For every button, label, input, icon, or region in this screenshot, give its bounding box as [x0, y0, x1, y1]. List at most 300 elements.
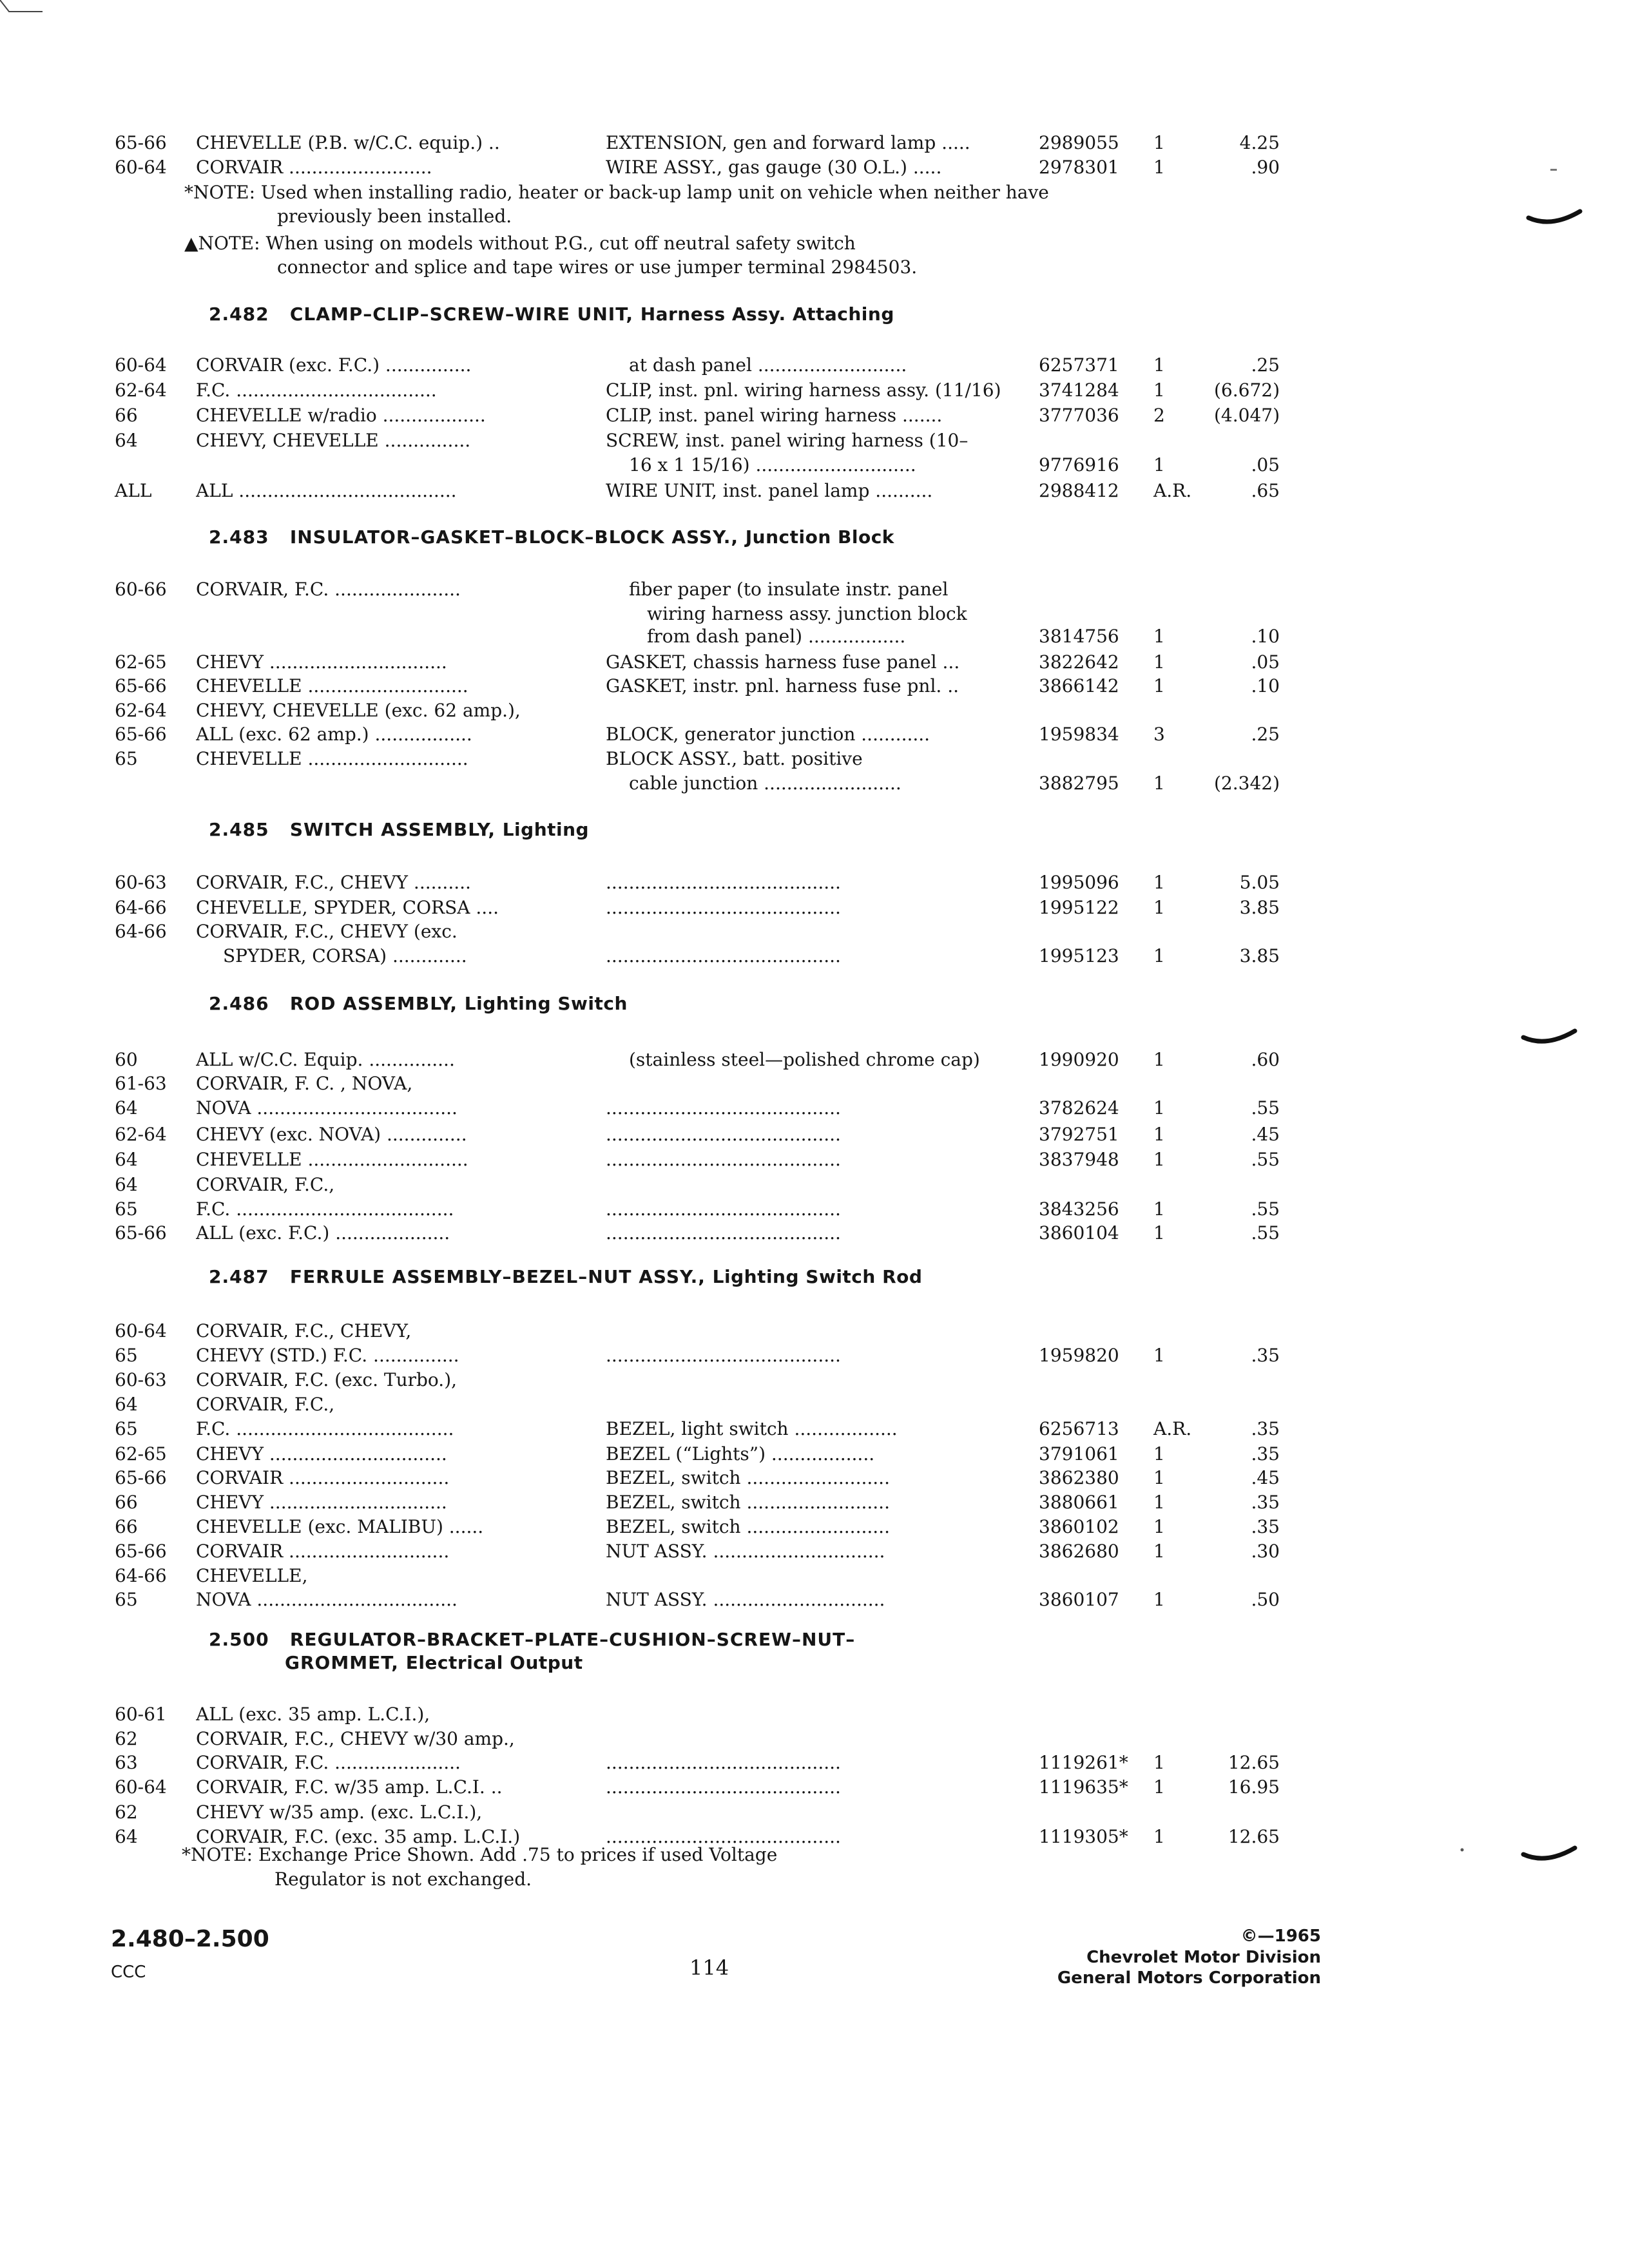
table-row	[115, 1147, 1280, 1173]
year-cell: 60-64	[115, 157, 167, 178]
section-heading	[209, 1627, 855, 1653]
year-cell: 64	[115, 1149, 138, 1170]
part-number-cell: 3791061	[1039, 1443, 1119, 1465]
year-cell: 61-63	[115, 1073, 167, 1094]
description-cell: cable junction ........................	[629, 773, 901, 794]
description-cell: .........................................	[606, 1776, 841, 1798]
model-cell: ALL (exc. 62 amp.) .................	[196, 724, 472, 745]
section-subtitle: Harness Assy. Attaching	[640, 303, 894, 325]
quantity-cell: A.R.	[1153, 480, 1192, 501]
description-cell: GASKET, chassis harness fuse panel ...	[606, 651, 960, 673]
model-cell: CORVAIR, F.C., CHEVY w/30 amp.,	[196, 1728, 515, 1749]
description-cell: EXTENSION, gen and forward lamp .....	[606, 132, 970, 153]
table-row	[115, 1539, 1280, 1564]
table-row	[115, 1774, 1280, 1800]
price-cell: 3.85	[1239, 897, 1280, 918]
year-cell: 65-66	[115, 1467, 167, 1488]
price-cell: .55	[1251, 1149, 1280, 1170]
model-cell: CHEVELLE ............................	[196, 675, 468, 697]
model-cell: CORVAIR, F.C. ......................	[196, 1752, 461, 1773]
table-row	[115, 1392, 1275, 1418]
year-cell: 60	[115, 1049, 138, 1070]
table-row	[115, 1318, 1275, 1344]
part-number-cell: 3882795	[1039, 773, 1119, 794]
model-cell: ALL w/C.C. Equip. ...............	[196, 1049, 455, 1070]
section-number: 2.486	[209, 993, 269, 1014]
model-cell: CHEVELLE (P.B. w/C.C. equip.) ..	[196, 132, 500, 153]
table-row	[115, 1800, 1275, 1825]
quantity-cell: 1	[1153, 1516, 1165, 1537]
quantity-cell: 1	[1153, 773, 1165, 794]
model-cell: CHEVY (STD.) F.C. ...............	[196, 1345, 459, 1366]
year-cell: 60-63	[115, 872, 167, 893]
section-subtitle: Lighting Switch Rod	[712, 1266, 923, 1287]
quantity-cell: 1	[1153, 1589, 1165, 1610]
section-subtitle: Lighting	[502, 819, 590, 840]
table-row	[115, 155, 1280, 180]
part-number-cell: 3777036	[1039, 405, 1119, 426]
table-row	[115, 698, 1275, 724]
price-cell: .55	[1251, 1222, 1280, 1244]
year-cell: 65	[115, 1418, 138, 1439]
quantity-cell: 1	[1153, 454, 1165, 476]
model-cell: CHEVY, CHEVELLE ...............	[196, 430, 471, 451]
description-cell: .........................................	[606, 1097, 841, 1119]
price-cell: 3.85	[1239, 945, 1280, 966]
model-cell: CHEVY (exc. NOVA) ..............	[196, 1124, 467, 1145]
price-cell: .55	[1251, 1097, 1280, 1119]
table-row	[115, 624, 1280, 649]
description-cell: BLOCK ASSY., batt. positive	[606, 748, 863, 769]
price-cell: (6.672)	[1213, 380, 1280, 401]
price-cell: .45	[1251, 1124, 1280, 1145]
part-number-cell: 9776916	[1039, 454, 1119, 476]
model-cell: CHEVELLE ............................	[196, 748, 468, 769]
model-cell: F.C. ...................................	[196, 380, 437, 401]
year-cell: ALL	[115, 480, 152, 501]
description-cell: BEZEL, switch .........................	[606, 1516, 890, 1537]
model-cell: CHEVY ...............................	[196, 1443, 447, 1465]
description-cell: BEZEL, switch .........................	[606, 1492, 890, 1513]
model-cell: CORVAIR (exc. F.C.) ...............	[196, 354, 472, 376]
section-title: CLAMP–CLIP–SCREW–WIRE UNIT,	[289, 303, 633, 325]
table-row	[115, 601, 1275, 627]
table-row	[115, 428, 1275, 454]
model-cell: CHEVELLE,	[196, 1565, 308, 1586]
section-subtitle: Electrical Output	[405, 1652, 583, 1673]
copyright: ©—1965	[1240, 1927, 1321, 1946]
price-cell: .55	[1251, 1198, 1280, 1220]
quantity-cell: 1	[1153, 1345, 1165, 1366]
description-cell: .........................................	[606, 1752, 841, 1773]
price-cell: 16.95	[1228, 1776, 1280, 1798]
price-cell: 12.65	[1228, 1826, 1280, 1847]
year-cell: 65-66	[115, 1541, 167, 1562]
year-cell: 60-64	[115, 1320, 167, 1341]
division-name: Chevrolet Motor Division	[1086, 1948, 1321, 1967]
section-title: FERRULE ASSEMBLY–BEZEL–NUT ASSY.,	[289, 1266, 706, 1287]
quantity-cell: 1	[1153, 1049, 1165, 1070]
table-row	[115, 1587, 1280, 1613]
price-cell: .90	[1251, 157, 1280, 178]
price-cell: 5.05	[1239, 872, 1280, 893]
note-text: previously been installed.	[277, 206, 512, 227]
description-cell: .........................................	[606, 1345, 841, 1366]
table-row	[115, 673, 1280, 699]
part-number-cell: 3862680	[1039, 1541, 1119, 1562]
model-cell: CHEVY, CHEVELLE (exc. 62 amp.),	[196, 700, 521, 721]
year-cell: 65-66	[115, 724, 167, 745]
quantity-cell: 1	[1153, 157, 1165, 178]
part-number-cell: 3837948	[1039, 1149, 1119, 1170]
table-row	[115, 452, 1280, 478]
table-row	[115, 1416, 1280, 1442]
description-cell: .........................................	[606, 1826, 841, 1847]
year-cell: 65	[115, 1589, 138, 1610]
year-cell: 66	[115, 1492, 138, 1513]
binder-hole-mark	[1521, 1843, 1579, 1869]
year-cell: 65	[115, 1198, 138, 1220]
year-cell: 64	[115, 1394, 138, 1415]
year-cell: 62-65	[115, 651, 167, 673]
part-number-cell: 2989055	[1039, 132, 1119, 153]
model-cell: SPYDER, CORSA) .............	[223, 945, 467, 966]
quantity-cell: 1	[1153, 1222, 1165, 1244]
description-cell: CLIP, inst. panel wiring harness .......	[606, 405, 943, 426]
price-cell: .10	[1251, 626, 1280, 647]
year-cell: 63	[115, 1752, 138, 1773]
scan-speck	[1460, 1848, 1464, 1852]
year-cell: 60-63	[115, 1369, 167, 1390]
description-cell: wiring harness assy. junction block	[647, 603, 967, 624]
model-cell: NOVA ...................................	[196, 1097, 458, 1119]
price-cell: .10	[1251, 675, 1280, 697]
description-cell: from dash panel) .................	[647, 626, 906, 647]
price-cell: 12.65	[1228, 1752, 1280, 1773]
description-cell: .........................................	[606, 872, 841, 893]
quantity-cell: 1	[1153, 132, 1165, 153]
quantity-cell: 1	[1153, 675, 1165, 697]
price-cell: .35	[1251, 1345, 1280, 1366]
table-row	[115, 1071, 1275, 1097]
part-number-cell: 3843256	[1039, 1198, 1119, 1220]
model-cell: CORVAIR, F.C. ......................	[196, 579, 461, 600]
quantity-cell: 1	[1153, 1776, 1165, 1798]
table-row	[115, 403, 1280, 428]
description-cell: (stainless steel—polished chrome cap)	[629, 1049, 980, 1070]
year-cell: 65-66	[115, 675, 167, 697]
model-cell: CORVAIR, F.C.,	[196, 1174, 335, 1195]
model-cell: CORVAIR, F.C. w/35 amp. L.C.I. ..	[196, 1776, 503, 1798]
note-text: ▲NOTE: When using on models without P.G., cut off neutral safety switch	[184, 233, 856, 254]
corporation-name: General Motors Corporation	[1057, 1968, 1321, 1988]
quantity-cell: 1	[1153, 897, 1165, 918]
table-row	[115, 943, 1280, 969]
price-cell: .35	[1251, 1418, 1280, 1439]
description-cell: .........................................	[606, 1124, 841, 1145]
description-cell: NUT ASSY. ..............................	[606, 1541, 885, 1562]
description-cell: WIRE UNIT, inst. panel lamp ..........	[606, 480, 933, 501]
section-number: 2.485	[209, 819, 269, 840]
year-cell: 60-64	[115, 1776, 167, 1798]
model-cell: CORVAIR, F.C. (exc. Turbo.),	[196, 1369, 458, 1390]
price-cell: .30	[1251, 1541, 1280, 1562]
model-cell: CORVAIR .........................	[196, 157, 432, 178]
table-row	[115, 577, 1275, 602]
corner-mark	[0, 0, 45, 13]
section-title: REGULATOR–BRACKET–PLATE–CUSHION–SCREW–NUT–	[289, 1629, 856, 1650]
table-row	[115, 919, 1275, 945]
description-cell: BEZEL, switch .........................	[606, 1467, 890, 1488]
description-cell: SCREW, inst. panel wiring harness (10–	[606, 430, 969, 451]
part-number-cell: 1119635*	[1039, 1776, 1128, 1798]
part-number-cell: 3866142	[1039, 675, 1119, 697]
quantity-cell: 1	[1153, 651, 1165, 673]
price-cell: .35	[1251, 1516, 1280, 1537]
description-cell: .........................................	[606, 1222, 841, 1244]
price-cell: .65	[1251, 480, 1280, 501]
description-cell: WIRE ASSY., gas gauge (30 O.L.) .....	[606, 157, 942, 178]
table-row	[115, 1047, 1280, 1073]
model-cell: CHEVELLE (exc. MALIBU) ......	[196, 1516, 484, 1537]
model-cell: CORVAIR, F.C., CHEVY,	[196, 1320, 412, 1341]
part-number-cell: 3860107	[1039, 1589, 1119, 1610]
year-cell: 65	[115, 748, 138, 769]
table-row	[115, 1702, 1275, 1727]
year-cell: 64	[115, 1097, 138, 1119]
part-number-cell: 3880661	[1039, 1492, 1119, 1513]
section-title: INSULATOR–GASKET–BLOCK–BLOCK ASSY.,	[289, 526, 738, 548]
description-cell: fiber paper (to insulate instr. panel	[629, 579, 949, 600]
price-cell: 4.25	[1239, 132, 1280, 153]
price-cell: .05	[1251, 651, 1280, 673]
section-subtitle: Junction Block	[745, 526, 894, 548]
description-cell: BEZEL (“Lights”) ..................	[606, 1443, 875, 1465]
quantity-cell: 1	[1153, 1097, 1165, 1119]
year-cell: 62-64	[115, 1124, 167, 1145]
table-row	[115, 1343, 1280, 1369]
quantity-cell: 1	[1153, 1124, 1165, 1145]
scan-speck	[1550, 169, 1557, 171]
table-row	[115, 130, 1280, 156]
table-row	[115, 1750, 1280, 1776]
year-cell: 66	[115, 1516, 138, 1537]
part-number-cell: 3741284	[1039, 380, 1119, 401]
quantity-cell: 1	[1153, 872, 1165, 893]
table-row	[115, 1172, 1275, 1198]
model-cell: CHEVY w/35 amp. (exc. L.C.I.),	[196, 1802, 483, 1823]
part-number-cell: 3860102	[1039, 1516, 1119, 1537]
description-cell: BEZEL, light switch ..................	[606, 1418, 898, 1439]
part-number-cell: 1995096	[1039, 872, 1119, 893]
model-cell: CORVAIR ............................	[196, 1467, 450, 1488]
table-row	[115, 870, 1280, 896]
part-number-cell: 6257371	[1039, 354, 1119, 376]
year-cell: 62-64	[115, 700, 167, 721]
quantity-cell: 2	[1153, 405, 1165, 426]
part-number-cell: 1959820	[1039, 1345, 1119, 1366]
model-cell: ALL ......................................	[196, 480, 457, 501]
quantity-cell: 1	[1153, 945, 1165, 966]
year-cell: 64	[115, 1174, 138, 1195]
price-cell: (2.342)	[1213, 773, 1280, 794]
binder-hole-mark	[1521, 1026, 1579, 1052]
part-number-cell: 3814756	[1039, 626, 1119, 647]
model-cell: CORVAIR, F.C., CHEVY ..........	[196, 872, 471, 893]
description-cell: .........................................	[606, 897, 841, 918]
table-row	[115, 1441, 1280, 1467]
price-cell: .35	[1251, 1492, 1280, 1513]
quantity-cell: 1	[1153, 1198, 1165, 1220]
model-cell: CHEVY ...............................	[196, 651, 447, 673]
table-row	[115, 1367, 1275, 1393]
table-row	[115, 1726, 1275, 1752]
quantity-cell: 1	[1153, 380, 1165, 401]
part-number-cell: 1995122	[1039, 897, 1119, 918]
year-cell: 62	[115, 1728, 138, 1749]
price-cell: .25	[1251, 724, 1280, 745]
section-title: GROMMET,	[285, 1652, 399, 1673]
model-cell: F.C. ......................................	[196, 1418, 454, 1439]
section-heading-continued	[285, 1650, 583, 1676]
table-row	[115, 478, 1280, 504]
description-cell: .........................................	[606, 1149, 841, 1170]
table-row	[115, 352, 1280, 378]
quantity-cell: A.R.	[1153, 1418, 1192, 1439]
part-number-cell: 1990920	[1039, 1049, 1119, 1070]
quantity-cell: 1	[1153, 1492, 1165, 1513]
note-text: connector and splice and tape wires or use jumper terminal 2984503.	[277, 256, 918, 278]
section-heading	[209, 1264, 922, 1290]
section-number: 2.482	[209, 303, 269, 325]
quantity-cell: 1	[1153, 1443, 1165, 1465]
section-number: 2.483	[209, 526, 269, 548]
section-heading	[209, 302, 894, 327]
page-number: 114	[689, 1956, 729, 1980]
part-number-cell: 3792751	[1039, 1124, 1119, 1145]
quantity-cell: 1	[1153, 626, 1165, 647]
quantity-cell: 1	[1153, 1541, 1165, 1562]
year-cell: 66	[115, 405, 138, 426]
catalog-code: CCC	[111, 1963, 146, 1982]
section-subtitle: Lighting Switch	[464, 993, 628, 1014]
part-number-cell: 3860104	[1039, 1222, 1119, 1244]
year-cell: 65	[115, 1345, 138, 1366]
year-cell: 62-65	[115, 1443, 167, 1465]
table-row	[115, 1514, 1280, 1540]
table-row	[115, 649, 1280, 675]
table-row	[115, 746, 1275, 772]
year-cell: 64	[115, 430, 138, 451]
quantity-cell: 1	[1153, 354, 1165, 376]
price-cell: .35	[1251, 1443, 1280, 1465]
table-row	[115, 771, 1280, 796]
quantity-cell: 1	[1153, 1752, 1165, 1773]
model-cell: CHEVELLE ............................	[196, 1149, 468, 1170]
quantity-cell: 1	[1153, 1467, 1165, 1488]
year-cell: 62	[115, 1802, 138, 1823]
model-cell: CHEVELLE w/radio ..................	[196, 405, 486, 426]
price-cell: .05	[1251, 454, 1280, 476]
description-cell: at dash panel ..........................	[629, 354, 907, 376]
model-cell: CORVAIR ............................	[196, 1541, 450, 1562]
description-cell: GASKET, instr. pnl. harness fuse pnl. ..	[606, 675, 959, 697]
part-number-cell: 3822642	[1039, 651, 1119, 673]
year-cell: 65-66	[115, 1222, 167, 1244]
model-cell: CORVAIR, F.C., CHEVY (exc.	[196, 921, 458, 942]
part-number-cell: 1119261*	[1039, 1752, 1128, 1773]
description-cell: .........................................	[606, 1198, 841, 1220]
model-cell: CHEVELLE, SPYDER, CORSA ....	[196, 897, 499, 918]
description-cell: BLOCK, generator junction ............	[606, 724, 930, 745]
quantity-cell: 1	[1153, 1149, 1165, 1170]
section-heading	[209, 524, 894, 550]
description-cell: NUT ASSY. ..............................	[606, 1589, 885, 1610]
model-cell: CHEVY ...............................	[196, 1492, 447, 1513]
table-row	[115, 1490, 1280, 1515]
model-cell: CORVAIR, F.C.,	[196, 1394, 335, 1415]
model-cell: ALL (exc. 35 amp. L.C.I.),	[196, 1704, 430, 1725]
model-cell: CORVAIR, F.C. (exc. 35 amp. L.C.I.)	[196, 1826, 521, 1847]
section-heading	[209, 817, 589, 843]
section-title: ROD ASSEMBLY,	[289, 993, 458, 1014]
year-cell: 64-66	[115, 921, 167, 942]
quantity-cell: 3	[1153, 724, 1165, 745]
price-cell: .25	[1251, 354, 1280, 376]
price-cell: (4.047)	[1213, 405, 1280, 426]
model-cell: ALL (exc. F.C.) ....................	[196, 1222, 450, 1244]
description-cell: CLIP, inst. pnl. wiring harness assy. (11/16)	[606, 380, 1001, 401]
description-cell: .........................................	[606, 945, 841, 966]
table-row	[115, 1196, 1280, 1222]
description-cell: 16 x 1 15/16) ............................	[629, 454, 916, 476]
year-cell: 65-66	[115, 132, 167, 153]
section-title: SWITCH ASSEMBLY,	[289, 819, 496, 840]
price-cell: .50	[1251, 1589, 1280, 1610]
part-number-cell: 1119305*	[1039, 1826, 1128, 1847]
model-cell: CORVAIR, F. C. , NOVA,	[196, 1073, 413, 1094]
part-number-cell: 1995123	[1039, 945, 1119, 966]
section-number: 2.487	[209, 1266, 269, 1287]
year-cell: 62-64	[115, 380, 167, 401]
table-row	[115, 1122, 1280, 1148]
price-cell: .45	[1251, 1467, 1280, 1488]
year-cell: 64-66	[115, 897, 167, 918]
model-cell: F.C. ......................................	[196, 1198, 454, 1220]
part-number-cell: 2978301	[1039, 157, 1119, 178]
quantity-cell: 1	[1153, 1826, 1165, 1847]
part-number-cell: 2988412	[1039, 480, 1119, 501]
table-row	[115, 1465, 1280, 1491]
section-heading	[209, 991, 628, 1017]
table-row	[115, 1095, 1280, 1121]
price-cell: .60	[1251, 1049, 1280, 1070]
year-cell: 60-64	[115, 354, 167, 376]
note-text: Regulator is not exchanged.	[275, 1869, 532, 1890]
year-cell: 60-61	[115, 1704, 167, 1725]
table-row	[115, 1220, 1280, 1246]
year-cell: 64	[115, 1826, 138, 1847]
binder-hole-mark	[1526, 205, 1584, 231]
part-number-cell: 1959834	[1039, 724, 1119, 745]
page-range: 2.480–2.500	[111, 1926, 269, 1952]
section-number: 2.500	[209, 1629, 269, 1650]
note-text: *NOTE: Used when installing radio, heater or back-up lamp unit on vehicle when neither have	[184, 182, 1049, 203]
part-number-cell: 6256713	[1039, 1418, 1119, 1439]
year-cell: 60-66	[115, 579, 167, 600]
table-row	[115, 1563, 1275, 1589]
table-row	[115, 722, 1280, 747]
